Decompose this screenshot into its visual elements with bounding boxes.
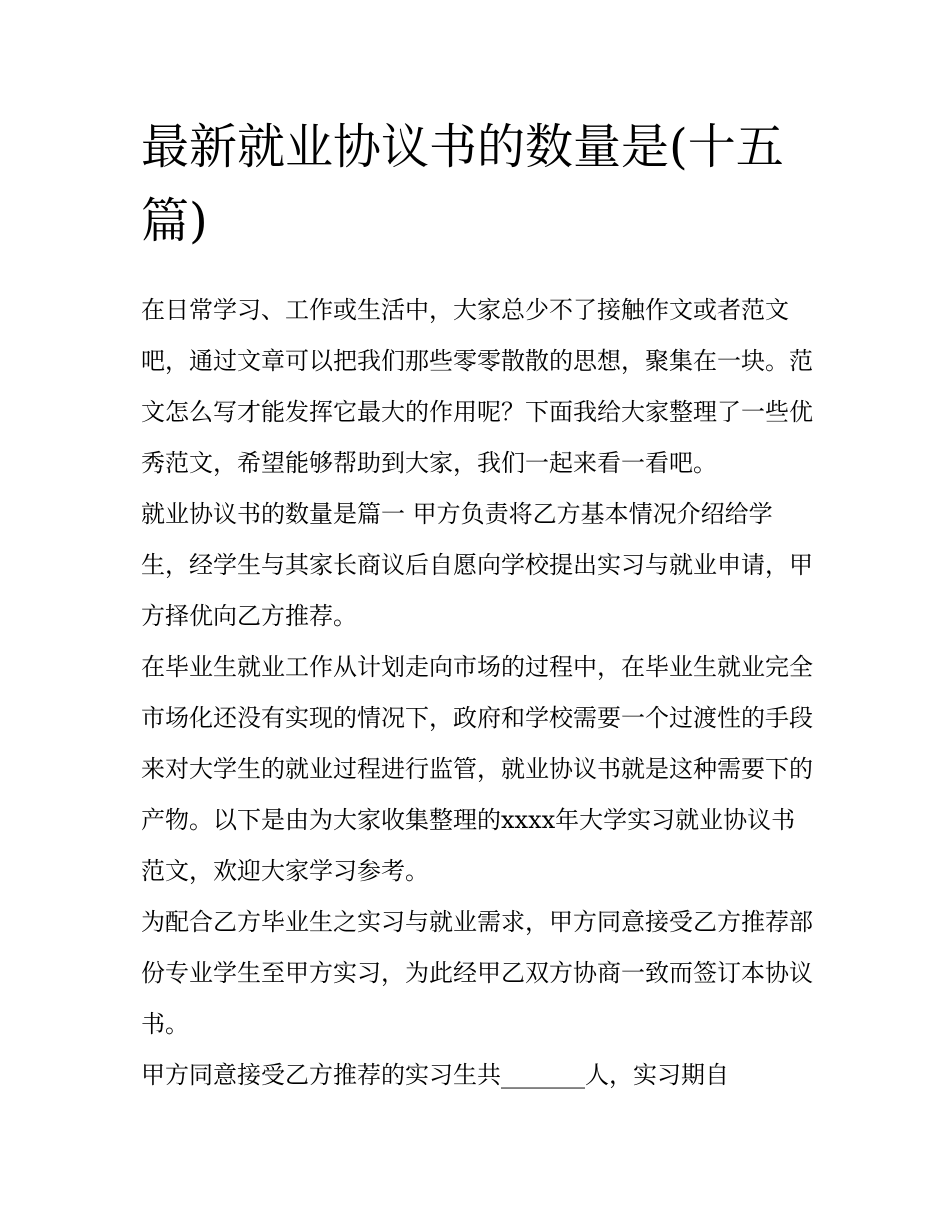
paragraph-article-one: 就业协议书的数量是篇一 甲方负责将乙方基本情况介绍给学生，经学生与其家长商议后自愿向学校提出实习与就业申请，甲方择优向乙方推荐。 (141, 500, 813, 630)
paragraph-background: 在毕业生就业工作从计划走向市场的过程中，在毕业生就业完全市场化还没有实现的情况下，政府和学校需要一个过渡性的手段来对大学生的就业过程进行监管，就业协议书就是这种需要下的产物。以下是由为大家收集整理的xxxx年大学实习就业协议书范文，欢迎大家学习参考。 (141, 653, 813, 885)
paragraph-intern-count: 甲方同意接受乙方推荐的实习生共_______人，实习期自 (141, 1061, 729, 1089)
document-title: 最新就业协议书的数量是(十五篇) (141, 119, 784, 249)
paragraph-purpose: 为配合乙方毕业生之实习与就业需求，甲方同意接受乙方推荐部份专业学生至甲方实习，为此经甲乙双方协商一致而签订本协议书。 (141, 908, 813, 1038)
document-body (141, 110, 813, 1101)
paragraph-intro: 在日常学习、工作或生活中，大家总少不了接触作文或者范文吧，通过文章可以把我们那些零零散散的思想，聚集在一块。范文怎么写才能发挥它最大的作用呢？下面我给大家整理了一些优秀范文，希望能够帮助到大家，我们一起来看一看吧。 (141, 296, 813, 477)
